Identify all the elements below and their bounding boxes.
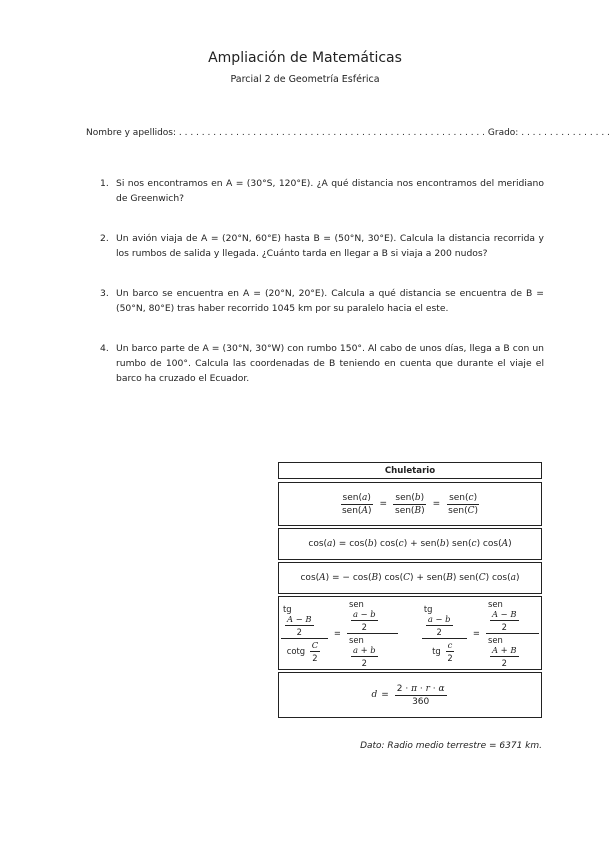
question-text: Si nos encontramos en A = (30°S, 120°E). ¿A qué distancia nos encontramos del meridiano de Greenwich? xyxy=(116,178,544,204)
question-text: Un barco parte de A = (30°N, 30°W) con rumbo 150°. Al cabo de unos días, llega a B con un rumbo de 100°. Calcula las coordenadas de B teniendo en cuenta que durante el viaje el barco ha cruzado el Ecuador. xyxy=(116,343,544,384)
question-4 xyxy=(100,341,544,386)
question-text: Un avión viaja de A = (20°N, 60°E) hasta B = (50°N, 30°E). Calcula la distancia recorrida y los rumbos de salida y llegada. ¿Cuánto tarda en llegar a B si viaja a 200 nudos? xyxy=(116,233,544,259)
formula-cosine-angles: cos(A) = − cos(B) cos(C) + sen(B) sen(C) cos(a) xyxy=(278,562,542,594)
name-grade-line xyxy=(86,128,610,138)
question-number: 3. xyxy=(100,288,109,299)
question-3 xyxy=(100,286,544,316)
page-title: Ampliación de Matemáticas xyxy=(208,50,402,66)
formula-napier-analogies: tg $\frac{A - B}{2}$ cotg $\frac{C}{2}$ = sen $\frac{a - b}{2}$ sen $\frac{a + b}{2}$ tg $\frac{a - b}{2}$ tg $\frac{c}{2}$ = sen $\frac{A - B}{2}$ sen $\frac{A + B}{2}$ xyxy=(278,596,542,670)
question-number: 4. xyxy=(100,343,109,354)
question-2 xyxy=(100,231,544,261)
grade-label: Grado: xyxy=(487,128,519,138)
formula-sine-rule: $\frac{\text{sen(a)}}{\text{sen(A)}}$ = $\frac{\text{sen(b)}}{\text{sen(B)}}$ = $\frac{\text{sen(c)}}{\text{sen(C)}}$ xyxy=(278,482,542,526)
name-label: Nombre y apellidos: xyxy=(86,128,177,138)
formula-cosine-sides: cos(a) = cos(b) cos(c) + sen(b) sen(c) cos(A) xyxy=(278,528,542,560)
page-subtitle: Parcial 2 de Geometría Esférica xyxy=(230,74,380,85)
formula-arc-distance: d = $\frac{2 \cdot \pi \cdot r \cdot \alpha}{360}$ xyxy=(278,672,542,718)
earth-radius-note: Dato: Radio medio terrestre = 6371 km. xyxy=(360,741,542,751)
cheatsheet-title: Chuletario xyxy=(278,462,542,479)
question-number: 1. xyxy=(100,178,109,189)
question-number: 2. xyxy=(100,233,109,244)
grade-field[interactable]: . . . . . . . . . . . . . . . . xyxy=(521,128,610,138)
question-text: Un barco se encuentra en A = (20°N, 20°E). Calcula a qué distancia se encuentra de B = (50°N, 80°E) tras haber recorrido 1045 km por su paralelo hacia el este. xyxy=(116,288,544,314)
question-1 xyxy=(100,176,544,206)
name-field[interactable]: . . . . . . . . . . . . . . . . . . . . . . . . . . . . . . . . . . . . . . . . . . . . . . . . . . . . . . xyxy=(178,128,486,138)
